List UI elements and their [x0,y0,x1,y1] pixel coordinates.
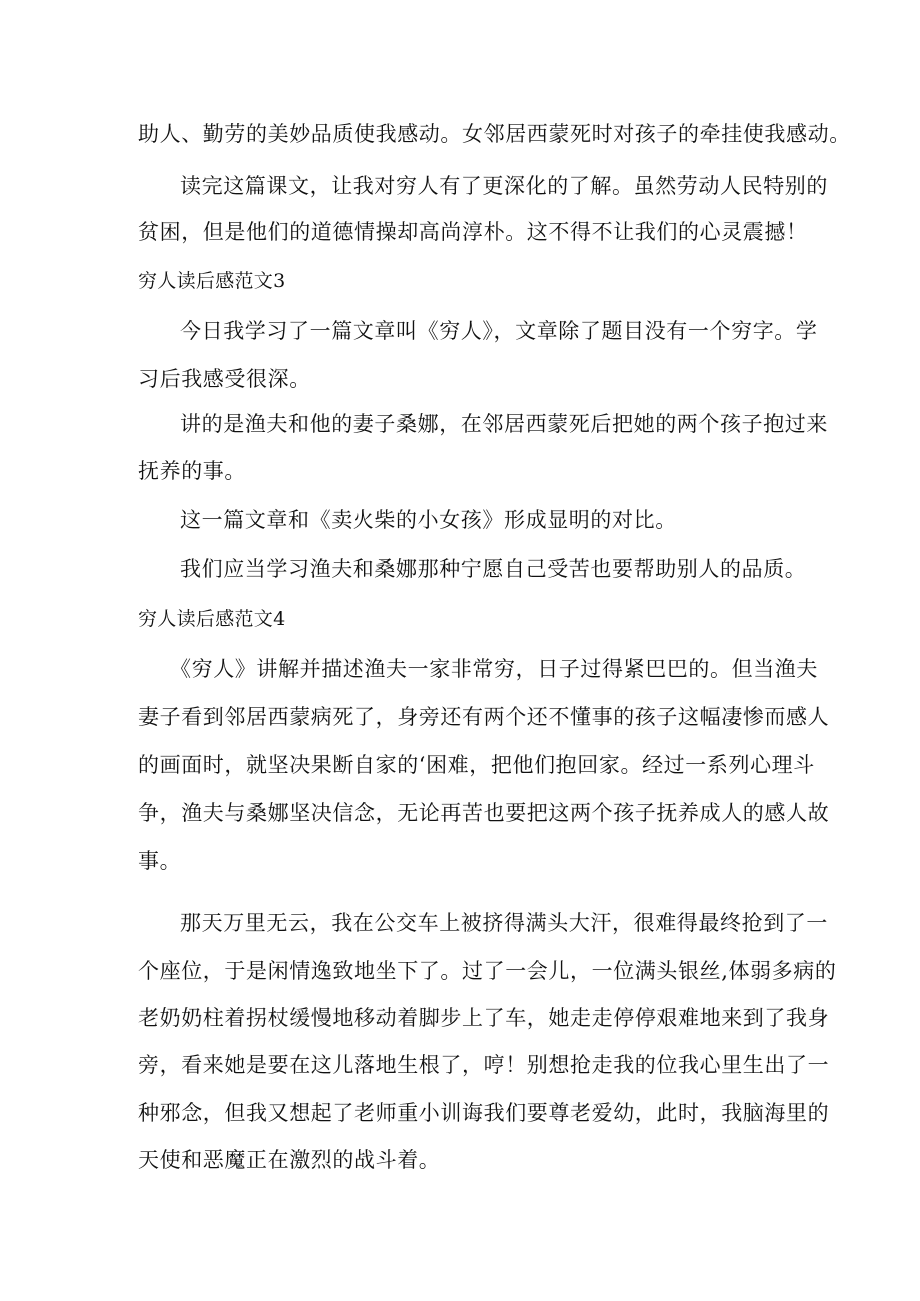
paragraph-line: 助人、勤劳的美妙品质使我感动。女邻居西蒙死时对孩子的牵挂使我感动。 [138,122,851,146]
paragraph-line: 《穷人》讲解并描述渔夫一家非常穷，日子过得紧巴巴的。但当渔夫 [170,657,818,681]
paragraph-line: 那天万里无云，我在公交车上被挤得满头大汗，很难得最终抢到了一 [180,911,828,935]
paragraph-line: 今日我学习了一篇文章叫《穷人》，文章除了题目没有一个穷字。学 [180,319,818,343]
paragraph-line: 习后我感受很深。 [138,367,311,391]
paragraph-line: 贫困，但是他们的道德情操却高尚淳朴。这不得不让我们的心灵震撼！ [138,220,808,244]
paragraph-line: 个座位，于是闲情逸致地坐下了。过了一会儿，一位满头银丝,体弱多病的 [138,959,837,983]
paragraph-line: 抚养的事。 [138,459,246,483]
section-heading: 穷人读后感范文4 [138,608,286,630]
paragraph-line: 事。 [138,849,182,873]
paragraph-line: 读完这篇课文，让我对穷人有了更深化的了解。虽然劳动人民特别的 [180,174,828,198]
paragraph-line: 我们应当学习渔夫和桑娜那种宁愿自己受苦也要帮助别人的品质。 [180,557,807,581]
section-heading: 穷人读后感范文3 [138,270,286,292]
paragraph-line: 天使和恶魔正在激烈的战斗着。 [138,1148,441,1172]
paragraph-line: 的画面时，就坚决果断自家的‘困难，把他们抱回家。经过一系列心理斗 [138,753,815,777]
paragraph-line: 这一篇文章和《卖火柴的小女孩》形成显明的对比。 [180,508,677,532]
paragraph-line: 旁，看来她是要在这儿落地生根了，哼！别想抢走我的位我心里生出了一 [138,1053,830,1077]
paragraph-line: 讲的是渔夫和他的妻子桑娜，在邻居西蒙死后把她的两个孩子抱过来 [180,412,828,436]
paragraph-line: 老奶奶柱着拐杖缓慢地移动着脚步上了车，她走走停停艰难地来到了我身 [138,1006,830,1030]
paragraph-line: 争，渔夫与桑娜坚决信念，无论再苦也要把这两个孩子抚养成人的感人故 [138,801,830,825]
paragraph-line: 种邪念，但我又想起了老师重小训诲我们要尊老爱幼，此时，我脑海里的 [138,1101,830,1125]
paragraph-line: 妻子看到邻居西蒙病死了，身旁还有两个还不懂事的孩子这幅凄惨而感人 [138,705,830,729]
